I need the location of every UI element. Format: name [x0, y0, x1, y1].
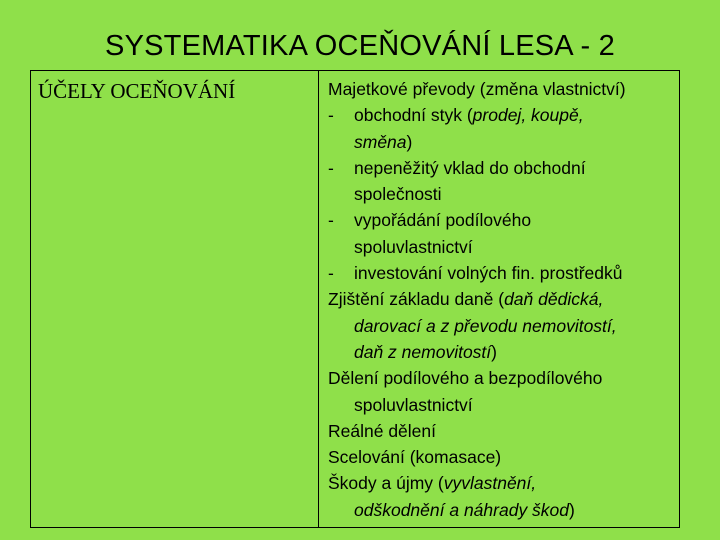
item-text: )	[406, 131, 413, 152]
item-text: investování volných fin. prostředků	[354, 263, 623, 284]
item-line	[328, 260, 679, 286]
list-item	[328, 418, 679, 444]
item-line: společnosti	[354, 184, 442, 205]
item-text: Zjištění základu daně (	[328, 289, 505, 310]
list-item	[328, 470, 679, 523]
list-item	[328, 102, 679, 155]
list-item	[328, 155, 679, 208]
item-line	[328, 470, 679, 496]
item-line	[328, 497, 679, 523]
content-table	[30, 70, 680, 528]
item-line: Scelování (komasace)	[328, 447, 502, 468]
dash-bullet: -	[328, 263, 334, 284]
item-line: darovací a z převodu nemovitostí,	[354, 315, 617, 336]
item-text: nepeněžitý vklad do obchodní	[354, 157, 586, 178]
item-line	[328, 339, 679, 365]
list-item	[328, 76, 679, 102]
list-item	[328, 260, 679, 286]
item-line: Reálné dělení	[328, 420, 436, 441]
item-text-italic: prodej, koupě,	[472, 105, 584, 126]
left-heading: ÚČELY OCEŇOVÁNÍ	[38, 79, 236, 103]
item-text-italic: odškodnění a náhrady škod	[354, 499, 570, 520]
list-item	[328, 286, 679, 365]
dash-bullet: -	[328, 210, 334, 231]
item-line: spoluvlastnictví	[354, 236, 473, 257]
item-line: spoluvlastnictví	[354, 394, 473, 415]
right-cell	[319, 71, 679, 527]
list-item	[328, 207, 679, 260]
item-line: Majetkové převody (změna vlastnictví)	[328, 79, 626, 99]
list-item	[328, 365, 679, 418]
list-item	[328, 444, 679, 470]
left-cell	[31, 71, 319, 527]
item-text-italic: směna	[354, 131, 407, 152]
item-line	[328, 207, 679, 233]
item-line	[328, 155, 679, 181]
dash-bullet: -	[328, 157, 334, 178]
item-text: obchodní styk (	[354, 105, 473, 126]
item-text-italic: daň dědická,	[504, 289, 604, 310]
item-line: Dělení podílového a bezpodílového	[328, 368, 603, 389]
item-text: Škody a újmy (	[328, 473, 444, 494]
item-line	[328, 102, 679, 128]
item-text: )	[569, 499, 575, 520]
item-text-italic: daň z nemovitostí	[354, 341, 492, 362]
item-text: vypořádání podílového	[354, 210, 532, 231]
dash-bullet: -	[328, 105, 334, 126]
item-line	[328, 129, 679, 155]
item-line	[328, 286, 679, 312]
slide-title: SYSTEMATIKA OCEŇOVÁNÍ LESA - 2	[105, 30, 615, 62]
item-text: )	[491, 341, 497, 362]
item-text-italic: vyvlastnění,	[443, 473, 537, 494]
